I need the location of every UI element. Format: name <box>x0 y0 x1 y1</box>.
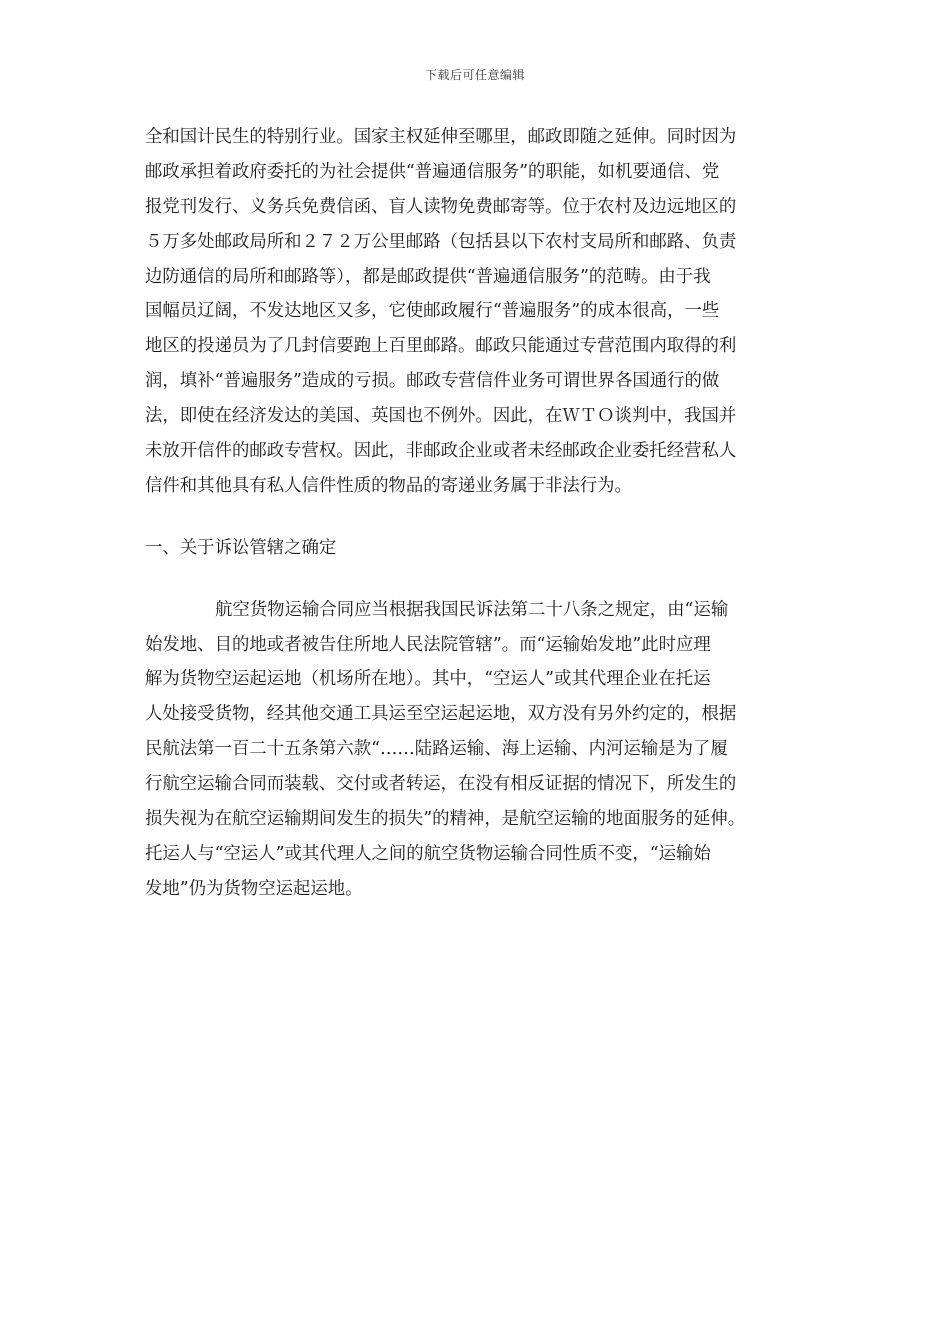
paragraph-spacer <box>145 566 805 593</box>
paragraph-line: 航空货物运输合同应当根据我国民诉法第二十八条之规定，由“运输 <box>215 599 729 620</box>
paragraph-line: 未放开信件的邮政专营权。因此，非邮政企业或者未经邮政企业委托经营私人 <box>145 441 737 462</box>
paragraph-line: 法，即使在经济发达的美国、英国也不例外。因此，在ＷＴＯ谈判中，我国并 <box>145 406 737 427</box>
paragraph-line: 报党刊发行、义务兵免费信函、盲人读物免费邮寄等。位于农村及边远地区的 <box>145 196 737 217</box>
paragraph-line: 托运人与“空运人”或其代理人之间的航空货物运输合同性质不变，“运输始 <box>145 843 711 864</box>
paragraph-postal-monopoly <box>145 120 805 504</box>
section-heading: 一、关于诉讼管辖之确定 <box>145 537 337 558</box>
paragraph-line: 全和国计民生的特别行业。国家主权延伸至哪里，邮政即随之延伸。同时因为 <box>145 127 737 147</box>
paragraph-line: 边防通信的局所和邮路等），都是邮政提供“普遍通信服务”的范畴。由于我 <box>145 266 711 287</box>
paragraph-line: ５万多处邮政局所和２７２万公里邮路（包括县以下农村支局所和邮路、负责 <box>145 231 737 252</box>
paragraph-spacer <box>145 504 805 531</box>
paragraph-line: 人处接受货物，经其他交通工具运至空运起运地，双方没有另外约定的，根据 <box>145 704 737 725</box>
paragraph-line: 损失视为在航空运输期间发生的损失”的精神，是航空运输的地面服务的延伸。 <box>145 809 746 830</box>
paragraph-line: 解为货物空运起运地（机场所在地）。其中，“空运人”或其代理企业在托运 <box>145 669 711 690</box>
page-header: 下载后可任意编辑 <box>424 68 525 82</box>
paragraph-line: 发地”仍为货物空运起运地。 <box>145 878 363 899</box>
paragraph-line: 信件和其他具有私人信件性质的物品的寄递业务属于非法行为。 <box>145 475 632 496</box>
paragraph-line: 民航法第一百二十五条第六款“……陆路运输、海上运输、内河运输是为了履 <box>145 739 728 760</box>
paragraph-jurisdiction <box>145 593 805 907</box>
paragraph-line: 邮政承担着政府委托的为社会提供“普遍通信服务”的职能，如机要通信、党 <box>145 161 720 182</box>
document-body <box>145 120 805 907</box>
paragraph-line: 地区的投递员为了几封信要跑上百里邮路。邮政只能通过专营范围内取得的利 <box>145 336 737 357</box>
paragraph-line: 润，填补“普遍服务”造成的亏损。邮政专营信件业务可谓世界各国通行的做 <box>145 371 720 392</box>
paragraph-line: 行航空运输合同而装载、交付或者转运，在没有相反证据的情况下，所发生的 <box>145 774 737 795</box>
paragraph-line: 始发地、目的地或者被告住所地人民法院管辖”。而“运输始发地”此时应理 <box>145 634 711 655</box>
paragraph-line: 国幅员辽阔，不发达地区又多，它使邮政履行“普遍服务”的成本很高，一些 <box>145 301 720 322</box>
